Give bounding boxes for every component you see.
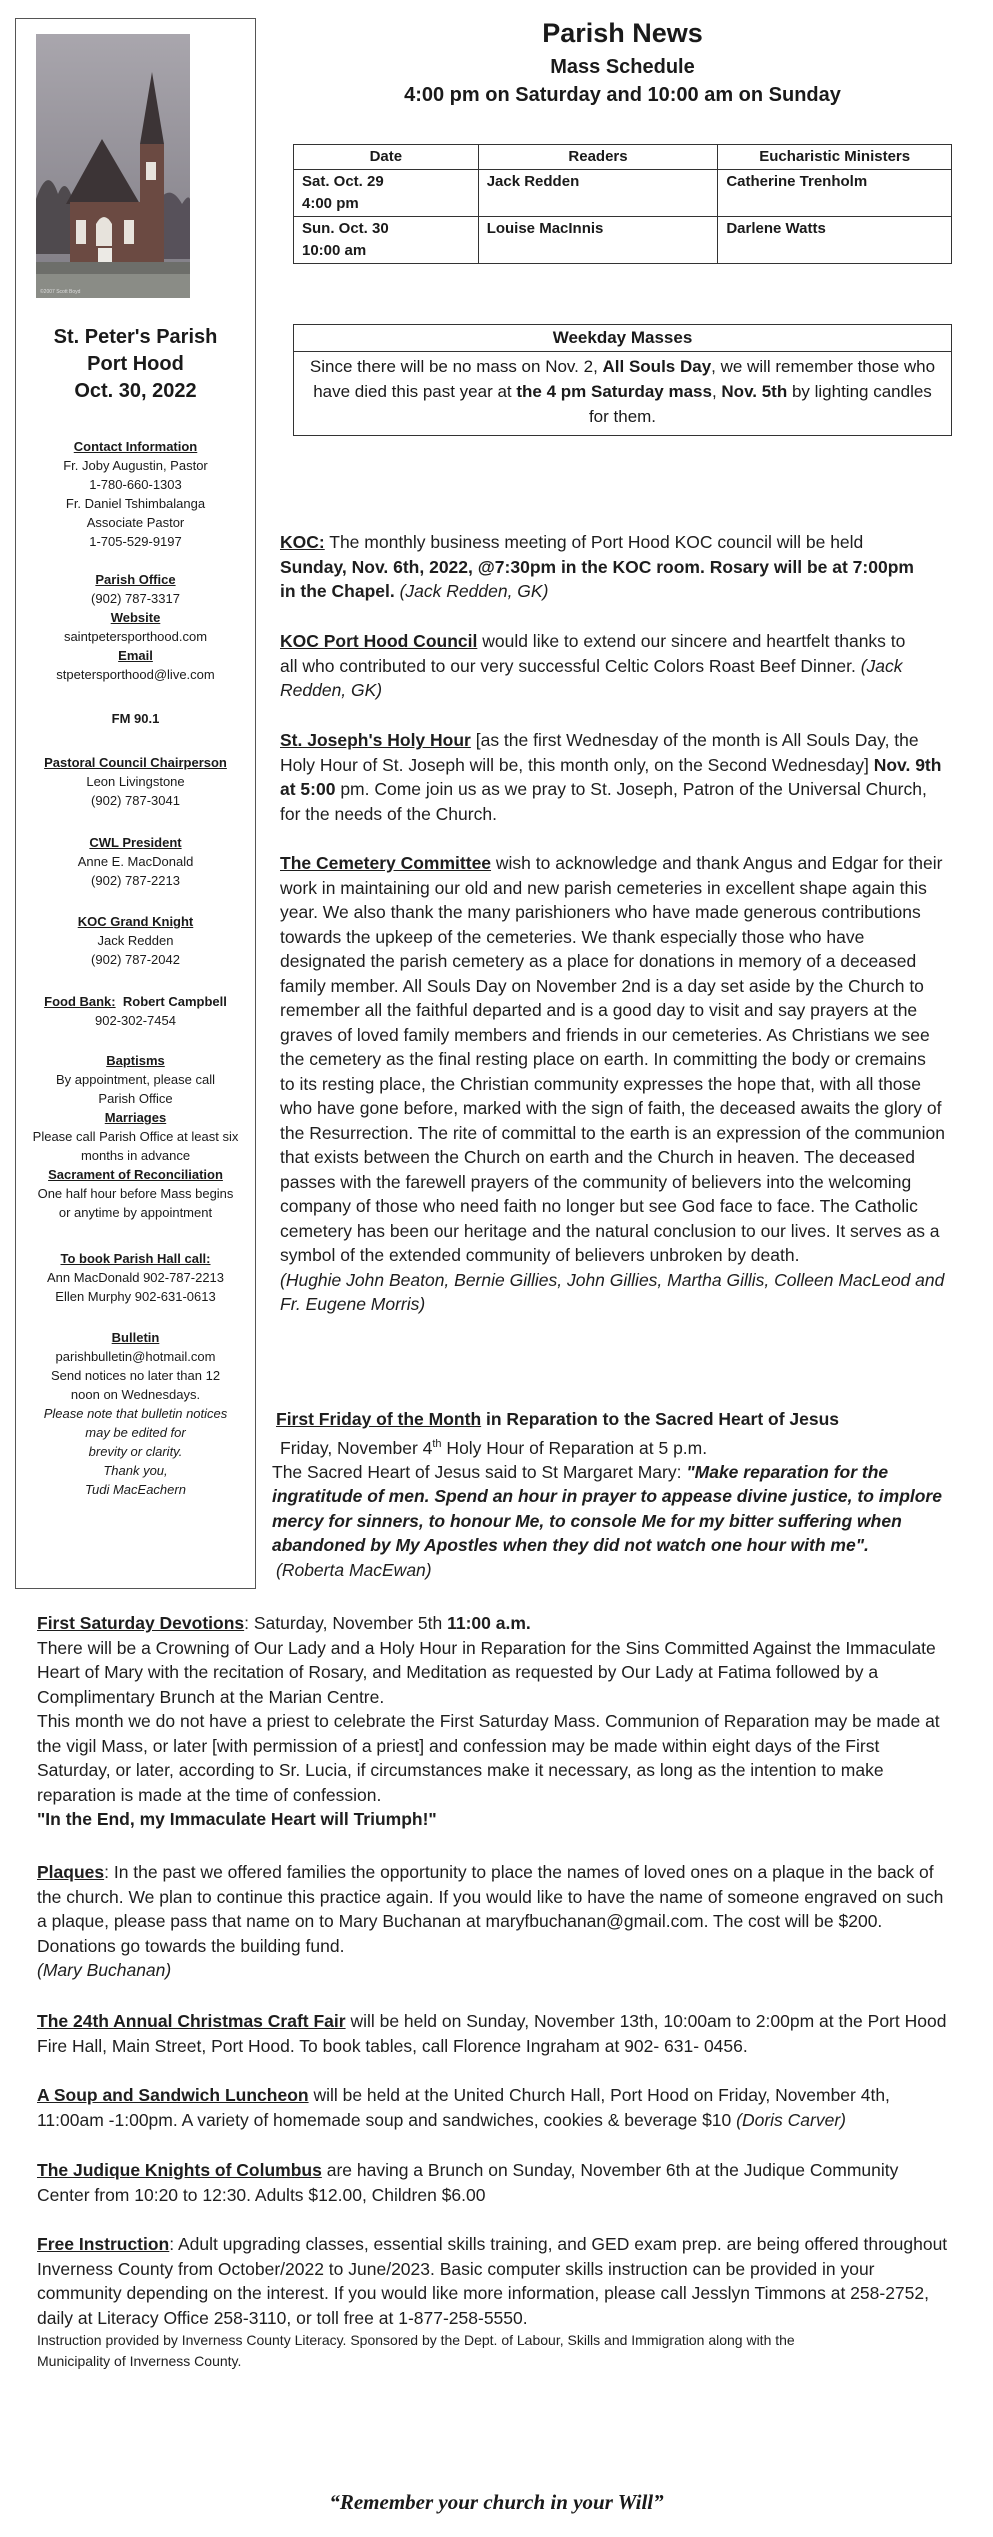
reconciliation-heading: Sacrament of Reconciliation [48,1167,223,1182]
bulletin-note: brevity or clarity. [88,1444,183,1459]
marriages-line: months in advance [80,1148,191,1163]
sidebar [15,18,256,1589]
radio-frequency: FM 90.1 [111,711,160,726]
baptisms-line: By appointment, please call [56,1072,215,1087]
marriages-line: Please call Parish Office at least six [32,1129,239,1144]
holy-hour-notice: St. Joseph's Holy Hour [as the first Wednesday of the month is All Souls Day, the Holy Hour of St. Joseph will be, this month only, on the Second Wednesday] Nov. 9th at 5:00 pm. Come join us as we pray to St. Joseph, Patron of the Universal Church, for the needs of the Church. [280,730,942,824]
contact-line: 1-780-660-1303 [89,477,182,492]
weekday-text: Since there will be no mass on Nov. 2, All Souls Day, we will remember those who have died this past year at the 4 pm Saturday mass, Nov. 5th by lighting candles for them. [309,357,936,426]
council-heading: Pastoral Council Chairperson [44,755,227,770]
mass-schedule-heading: Mass Schedule [550,56,695,78]
website-heading: Website [110,610,161,625]
parish-place: Port Hood [87,353,184,375]
first-saturday-notice: First Saturday Devotions: Saturday, November 5th 11:00 a.m. There will be a Crowning of Our Lady and a Holy Hour in Reparation for the Sins Committed Against the Immaculate Heart of Mary with the recitation of Rosary, and Meditation as requested by Our Lady at Fatima followed by a Complimentary Brunch at the Marian Centre. This month we do not have a priest to celebrate the First Saturday Mass. Communion of Reparation may be made at the vigil Mass, or later [with permission of a priest] and confession may be made within eight days of the First Saturday, or later, according to Sr. Lucia, if circumstances make it necessary, as long as the intention to make reparation is made at the time of confession. "In the End, my Immaculate Heart will Triumph!" [37,1613,940,1829]
parish-name: St. Peter's Parish [53,326,218,348]
date-cell: Sun. Oct. 30 10:00 am [294,217,479,264]
bulletin-note: Please note that bulletin notices [43,1406,228,1421]
baptisms-heading: Baptisms [106,1053,165,1068]
pastoral-council [16,753,255,810]
contact-line: Fr. Daniel Tshimbalanga [65,496,206,511]
sacraments [16,1051,255,1222]
cwl-phone: (902) 787-2213 [91,873,180,888]
council-phone: (902) 787-3041 [91,793,180,808]
weekday-masses-box [293,324,952,436]
parish-hall [16,1249,255,1306]
office-heading: Parish Office [95,572,176,587]
ministers-cell: Darlene Watts [718,217,952,264]
column-header-ministers: Eucharistic Ministers [718,145,952,170]
contact-line: Fr. Joby Augustin, Pastor [63,458,208,473]
hall-line: Ellen Murphy 902-631-0613 [55,1289,216,1304]
foodbank-phone: 902-302-7454 [95,1013,176,1028]
craft-fair-notice: The 24th Annual Christmas Craft Fair will be held on Sunday, November 13th, 10:00am to 2:00pm at the Port Hood Fire Hall, Main Street, Port Hood. To book tables, call Florence Ingraham at 902- 631- 0456. [37,2011,947,2056]
date-cell: Sat. Oct. 29 4:00 pm [294,170,479,217]
office-phone: (902) 787-3317 [91,591,180,606]
koc-name: Jack Redden [97,933,174,948]
table-row [294,170,952,217]
food-bank [16,992,255,1030]
contact-info [16,437,255,551]
koc-meeting-notice: KOC: The monthly business meeting of Port Hood KOC council will be held Sunday, Nov. 6th, 2022, @7:30pm in the KOC room. Rosary will be at 7:00pm in the Chapel. (Jack Redden, GK) [280,532,914,601]
bulletin-note: Thank you, [103,1463,168,1478]
cwl-president [16,833,255,890]
church-photo [36,34,190,298]
koc-council-notice: KOC Port Hood Council would like to extend our sincere and heartfelt thanks to all who contributed to our very successful Celtic Colors Roast Beef Dinner. (Jack Redden, GK) [280,631,906,700]
hall-heading: To book Parish Hall call: [60,1251,211,1266]
bulletin-note: may be edited for [85,1425,186,1440]
plaques-notice: Plaques: In the past we offered families the opportunity to place the names of loved ones on a plaque in the back of the church. We plan to continue this practice again. If you would like to have the name of someone engraved on such a plaque, please pass that name on to Mary Buchanan at maryfbuchanan@gmail.com. The cost will be $200. Donations go towards the building fund. (Mary Buchanan) [37,1862,944,1980]
mass-times: 4:00 pm on Saturday and 10:00 am on Sunday [404,84,841,106]
readers-cell: Louise MacInnis [478,217,718,264]
koc-heading: KOC Grand Knight [77,914,194,929]
table-header-row [294,145,952,170]
koc-grand-knight [16,912,255,969]
photo-caption: ©2007 Scott Boyd [40,289,81,295]
weekday-heading: Weekday Masses [294,325,951,352]
foodbank-heading: Food Bank: [44,994,116,1009]
contact-line: Associate Pastor [86,515,185,530]
cwl-heading: CWL President [89,835,182,850]
table-row [294,217,952,264]
column-header-date: Date [294,145,479,170]
website-link[interactable]: saintpetersporthood.com [63,629,208,644]
readers-cell: Jack Redden [478,170,718,217]
bulletin-email[interactable]: parishbulletin@hotmail.com [55,1349,216,1364]
bulletin-note: Tudi MacEachern [85,1482,186,1497]
hall-line: Ann MacDonald 902-787-2213 [46,1270,225,1285]
contact-heading: Contact Information [73,439,198,454]
bulletin-line: noon on Wednesdays. [70,1387,201,1402]
judique-notice: The Judique Knights of Columbus are having a Brunch on Sunday, November 6th at the Judique Community Center from 10:20 to 12:30. Adults $12.00, Children $6.00 [37,2160,899,2205]
email-heading: Email [118,648,153,663]
baptisms-line: Parish Office [98,1091,173,1106]
footer-motto: “Remember your church in your Will” [329,2490,664,2514]
bulletin-line: Send notices no later than 12 [50,1368,221,1383]
column-header-readers: Readers [478,145,718,170]
parish-office [16,570,255,684]
luncheon-notice: A Soup and Sandwich Luncheon will be held at the United Church Hall, Port Hood on Friday, November 4th, 11:00am -1:00pm. A variety of homemade soup and sandwiches, cookies & beverage $10 (Doris Carver) [37,2085,890,2130]
page-title: Parish News [542,18,703,48]
marriages-heading: Marriages [104,1110,167,1125]
koc-phone: (902) 787-2042 [91,952,180,967]
reconciliation-line: One half hour before Mass begins [37,1186,234,1201]
reconciliation-line: or anytime by appointment [58,1205,213,1220]
ministers-cell: Catherine Trenholm [718,170,952,217]
instruction-notice: Free Instruction: Adult upgrading classes, essential skills training, and GED exam prep. are being offered throughout Inverness County from October/2022 to June/2023. Basic computer skills instruction can be provided in your community depending on the interest. If you would like more information, please call Jesslyn Timmons at 258-2752, daily at Literacy Office 258-3110, or toll free at 1-877-258-5550. Instruction provided by Inverness County Literacy. Sponsored by the Dept. of Labour, Skills and Immigration along with the Municipality of Inverness County. [37,2234,948,2369]
bulletin-info [16,1328,255,1499]
foodbank-name: Robert Campbell [122,994,227,1009]
cemetery-notice: The Cemetery Committee wish to acknowledge and thank Angus and Edgar for their work in maintaining our old and new parish cemeteries in excellent shape again this year. We also thank the many parishioners who have made generous contributions towards the upkeep of the cemeteries. We thank especially those who have designated the parish cemetery as a place for donations in memory of a deceased family member. All Souls Day on November 2nd is a day set aside by the Church to remember all the faithful departed and is a good day to visit and say prayers at the graves of loved family members and friends in our cemeteries. As Christians we see the cemetery as the final resting place on earth. In committing the body or cremains to its resting place, the Christian community expresses the hope that, with all those who have gone before, marked with the sign of faith, the deceased awaits the glory of the Resurrection. The rite of committal to the earth is an expression of the communion that exists between the Church on earth and the Church in heaven. The deceased passes with the farewell prayers of the community of believers into the welcoming company of those who need faith no longer but see God face to face. The Catholic cemetery has been our heritage and the natural conclusion to our lives. It serves as a symbol of the extended community of believers unbroken by death. (Hughie John Beaton, Bernie Gillies, John Gillies, Martha Gillis, Colleen MacLeod and Fr. Eugene Morris) [280,853,945,1314]
schedule-table [293,144,952,264]
bulletin-heading: Bulletin [111,1330,160,1345]
first-friday-notice: First Friday of the Month in Reparation to the Sacred Heart of Jesus Friday, November 4th Holy Hour of Reparation at 5 p.m. The Sacred Heart of Jesus said to St Margaret Mary: "Make reparation for the ingratitude of men. Spend an hour in prayer to appease divine justice, to implore mercy for sinners, to honour Me, to console Me for my bitter suffering when abandoned by My Apostles when they did not watch one hour with me". (Roberta MacEwan) [272,1409,942,1580]
email-link[interactable]: stpetersporthood@live.com [56,667,215,682]
bulletin-date: Oct. 30, 2022 [74,380,197,402]
contact-line: 1-705-529-9197 [89,534,182,549]
council-name: Leon Livingstone [86,774,185,789]
cwl-name: Anne E. MacDonald [77,854,194,869]
